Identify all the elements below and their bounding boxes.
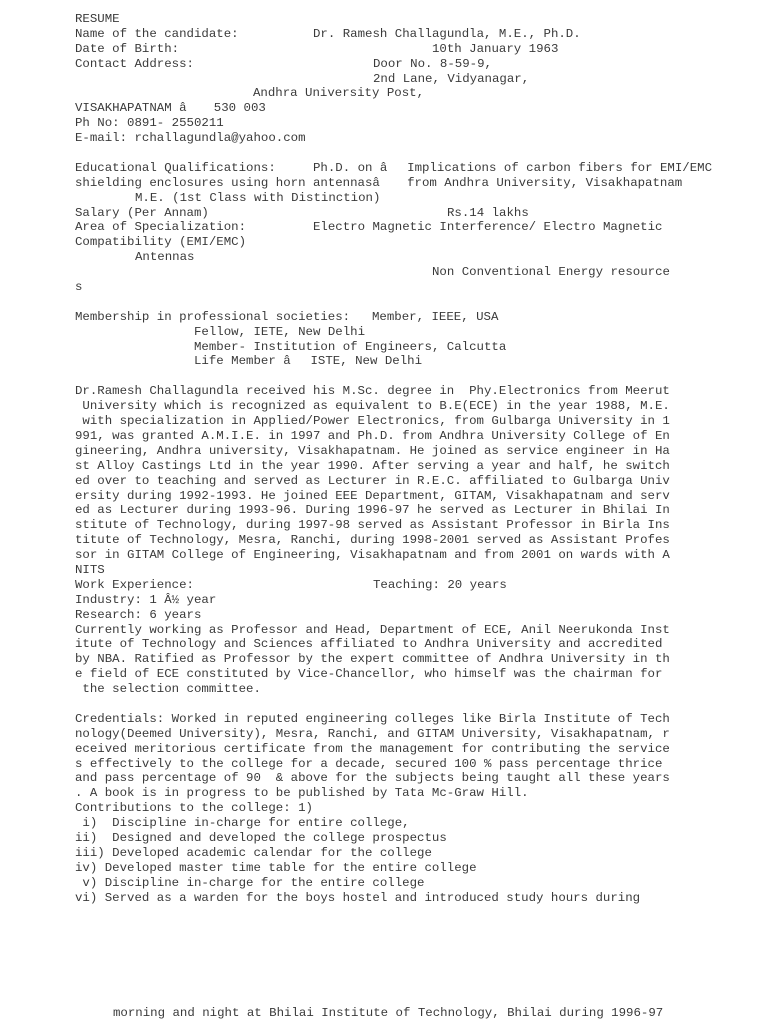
address-line-3: Andhra University Post, bbox=[253, 86, 425, 101]
contributions-list bbox=[75, 816, 725, 905]
address-line-1: Door No. 8-59-9, bbox=[373, 56, 492, 71]
biography-line: 991, was granted A.M.I.E. in 1997 and Ph.D. from Andhra University College of En bbox=[75, 428, 670, 443]
resume-document bbox=[75, 12, 725, 905]
name-value: Dr. Ramesh Challagundla, M.E., Ph.D. bbox=[313, 26, 581, 41]
experience-label: Work Experience: bbox=[75, 577, 194, 592]
specialization-value-1: Electro Magnetic Interference/ Electro Magnetic bbox=[313, 220, 663, 235]
biography-paragraph bbox=[75, 384, 725, 578]
dob-row bbox=[75, 42, 725, 57]
experience-teaching: Teaching: 20 years bbox=[373, 577, 507, 592]
membership-label: Membership in professional societies: bbox=[75, 309, 351, 324]
specialization-row bbox=[75, 220, 725, 235]
specialization-value-2: Compatibility (EMI/EMC) bbox=[75, 235, 247, 250]
address-line-2: 2nd Lane, Vidyanagar, bbox=[373, 71, 530, 86]
biography-line: ersity during 1992-1993. He joined EEE Department, GITAM, Visakhapatnam and serv bbox=[75, 488, 670, 503]
phd-line-1: Ph.D. on âImplications of carbon fibers for EMI/EMC bbox=[313, 160, 713, 175]
membership-item-3: Member- Institution of Engineers, Calcutta bbox=[194, 339, 507, 354]
education-label: Educational Qualifications: bbox=[75, 160, 276, 175]
biography-line: titute of Technology, Mesra, Ranchi, during 1998-2001 served as Assistant Profes bbox=[75, 533, 670, 548]
membership-row-3 bbox=[75, 340, 725, 355]
me-degree: M.E. (1st Class with Distinction) bbox=[135, 190, 381, 205]
credentials-line: s effectively to the college for a decade, secured 100 % pass percentage thrice bbox=[75, 756, 663, 771]
current-line: itute of Technology and Sciences affiliated to Andhra University and accredited bbox=[75, 637, 663, 652]
membership-item-1: Member, IEEE, USA bbox=[372, 309, 499, 324]
experience-industry: Industry: 1 Â½ year bbox=[75, 592, 217, 607]
credentials-line: Credentials: Worked in reputed engineering colleges like Birla Institute of Tech bbox=[75, 711, 670, 726]
credentials-line: nology(Deemed University), Mesra, Ranchi, and GITAM University, Visakhapatnam, r bbox=[75, 726, 670, 741]
list-item: ii) Designed and developed the college prospectus bbox=[75, 830, 447, 845]
biography-line: with specialization in Applied/Power Electronics, from Gulbarga University in 1 bbox=[75, 414, 670, 429]
address-label: Contact Address: bbox=[75, 56, 194, 71]
address-row-3 bbox=[75, 86, 725, 101]
biography-line: stitute of Technology, during 1997-98 served as Assistant Professor in Birla Ins bbox=[75, 518, 670, 533]
membership-row bbox=[75, 310, 725, 325]
biography-line: sor in GITAM College of Engineering, Visakhapatnam and from 2001 on wards with A bbox=[75, 548, 670, 563]
specialization-row-3 bbox=[75, 250, 725, 265]
list-item: i) Discipline in-charge for entire college, bbox=[75, 816, 410, 831]
list-item: vi) Served as a warden for the boys hostel and introduced study hours during bbox=[75, 890, 641, 905]
current-position-paragraph bbox=[75, 623, 725, 697]
specialization-label: Area of Specialization: bbox=[75, 220, 247, 235]
list-item: iii) Developed academic calendar for the college bbox=[75, 845, 432, 860]
name-row bbox=[75, 27, 725, 42]
dob-label: Date of Birth: bbox=[75, 41, 180, 56]
current-line: e field of ECE constituted by Vice-Chancellor, who himself was the chairman for bbox=[75, 667, 663, 682]
specialization-value-4: Non Conventional Energy resource bbox=[432, 265, 670, 280]
experience-research: Research: 6 years bbox=[75, 607, 202, 622]
credentials-line: eceived meritorious certificate from the management for contributing the service bbox=[75, 741, 670, 756]
dob-value: 10th January 1963 bbox=[432, 41, 559, 56]
biography-line: st Alloy Castings Ltd in the year 1990. After serving a year and half, he switch bbox=[75, 458, 670, 473]
biography-line: University which is recognized as equivalent to B.E(ECE) in the year 1988, M.E. bbox=[75, 399, 670, 414]
experience-row bbox=[75, 578, 725, 593]
credentials-line: and pass percentage of 90 & above for the subjects being taught all these years bbox=[75, 771, 670, 786]
email-line: E-mail: rchallagundla@yahoo.com bbox=[75, 131, 306, 146]
address-row-2 bbox=[75, 72, 725, 87]
biography-line: Dr.Ramesh Challagundla received his M.Sc. degree in Phy.Electronics from Meerut bbox=[75, 384, 670, 399]
phone-line: Ph No: 0891- 2550211 bbox=[75, 116, 224, 131]
education-row bbox=[75, 161, 725, 176]
membership-item-4: Life Member âISTE, New Delhi bbox=[194, 354, 423, 369]
specialization-value-5: s bbox=[75, 280, 83, 295]
name-label: Name of the candidate: bbox=[75, 26, 239, 41]
list-item: v) Discipline in-charge for the entire college bbox=[75, 875, 425, 890]
salary-value: Rs.14 lakhs bbox=[447, 205, 529, 220]
resume-title: RESUME bbox=[75, 12, 120, 26]
biography-line: NITS bbox=[75, 562, 105, 577]
current-line: Currently working as Professor and Head, Department of ECE, Anil Neerukonda Inst bbox=[75, 622, 670, 637]
membership-item-2: Fellow, IETE, New Delhi bbox=[194, 324, 366, 339]
city-line: VISAKHAPATNAM â 530 003 bbox=[75, 101, 266, 116]
me-row bbox=[75, 191, 725, 206]
page-footer-line: morning and night at Bhilai Institute of Technology, Bhilai during 1996-97 bbox=[113, 1006, 664, 1020]
current-line: by NBA. Ratified as Professor by the expert committee of Andhra University in th bbox=[75, 652, 670, 667]
biography-line: ed as Lecturer during 1993-96. During 1996-97 he served as Lecturer in Bhilai In bbox=[75, 503, 670, 518]
credentials-paragraph bbox=[75, 712, 725, 801]
biography-line: ed over to teaching and served as Lecturer in R.E.C. affiliated to Gulbarga Univ bbox=[75, 473, 670, 488]
specialization-row-4 bbox=[75, 265, 725, 280]
list-item: iv) Developed master time table for the entire college bbox=[75, 860, 477, 875]
current-line: the selection committee. bbox=[75, 682, 261, 697]
phd-line-2: shielding enclosures using horn antennasâ from Andhra University, Visakhapatnam bbox=[75, 175, 683, 190]
specialization-value-3: Antennas bbox=[135, 250, 195, 265]
membership-row-4 bbox=[75, 354, 725, 369]
salary-label: Salary (Per Annam) bbox=[75, 205, 209, 220]
salary-row bbox=[75, 206, 725, 221]
address-row bbox=[75, 57, 725, 72]
membership-row-2 bbox=[75, 325, 725, 340]
contributions-label: Contributions to the college: 1) bbox=[75, 801, 313, 816]
biography-line: gineering, Andhra university, Visakhapatnam. He joined as service engineer in Ha bbox=[75, 443, 670, 458]
credentials-line: . A book is in progress to be published by Tata Mc-Graw Hill. bbox=[75, 786, 529, 801]
